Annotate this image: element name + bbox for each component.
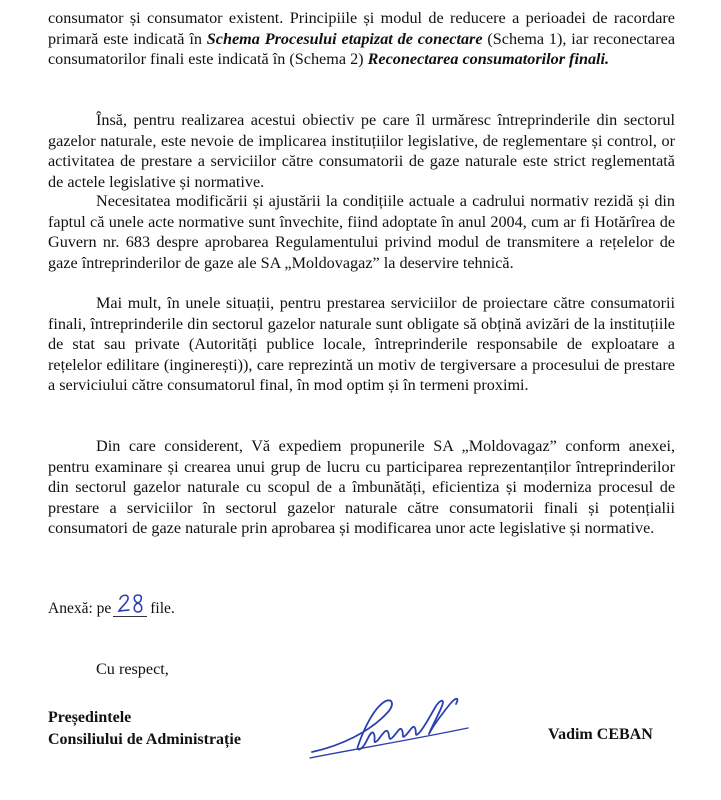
paragraph-normative-framework: Necesitatea modificării și ajustării la condițiile actuale a cadrului normativ rezidă și din faptul că unele acte normative sunt învechite, fiind adoptate în anul 2004, cum ar fi Hotărîrea de Guvern nr. 683 despre aprobarea Regulamentului privind modul de transmitere a rețelelor de gaze întreprinderilor de gaze ale SA „Moldovagaz” la deservire tehnică. [48, 192, 675, 272]
annex-prefix: Anexă: pe [48, 600, 112, 617]
handwritten-signature [300, 688, 475, 768]
paragraph-approvals: Mai mult, în unele situații, pentru prestarea serviciilor de proiectare către consumatorii finali, întreprinderile din sectorul gazelor naturale sunt obligate să obțină avizări de la instituțiile de stat sau private (Autorități publice locale, întreprinderile responsabile de exploatare a rețelelor edilitare (inginerești)), care reprezintă un motiv de tergiversare a procesului de prestare a serviciului către consumatorul final, în mod optim și în termeni proximi. [48, 294, 675, 394]
closing-phrase: Cu respect, [96, 660, 169, 678]
paragraph-schemes-text-2: (Schema 1), iar reconectarea consumatorilor finali este indicată în (Schema 2) [48, 29, 676, 68]
signatory-name: Vadim CEBAN [548, 726, 653, 743]
signatory-title-line2: Consiliului de Administrație [48, 731, 241, 748]
handwritten-page-count [113, 596, 147, 617]
signatory-title-line1: Președintele [48, 709, 132, 726]
annex-suffix: file. [150, 600, 175, 617]
annex-line [48, 596, 175, 619]
scheme-2-title: Reconectarea consumatorilor finali. [367, 50, 610, 68]
paragraph-institutions: Însă, pentru realizarea acestui obiectiv pe care îl urmăresc întreprinderile din sectorul gazelor naturale, este nevoie de implicarea instituțiilor legislative, de reglementare și control, or activitatea de prestare a serviciilor către consumatorii de gaze naturale este strict reglementată de actele legislative și normative. [48, 111, 675, 191]
signatory-title [48, 707, 241, 751]
paragraph-schemes [48, 8, 675, 70]
paragraph-proposal: Din care considerent, Vă expediem propunerile SA „Moldovagaz” conform anexei, pentru examinare și crearea unui grup de lucru cu participarea reprezentanților întreprinderilor din sectorul gazelor naturale cu scopul de a îmbunătăți, eficientiza și moderniza procesul de prestare a serviciilor în sectorul gazelor naturale către consumatorii finali și potențialii consumatori de gaze naturale prin aprobarea și modificarea unor acte legislative și normative. [48, 437, 675, 537]
scheme-1-title: Schema Procesului etapizat de conectare [206, 29, 483, 48]
paragraph-schemes-text-1: consumator și consumator existent. Principiile și modul de reducere a perioadei de racordare primară este indicată în [48, 9, 675, 48]
